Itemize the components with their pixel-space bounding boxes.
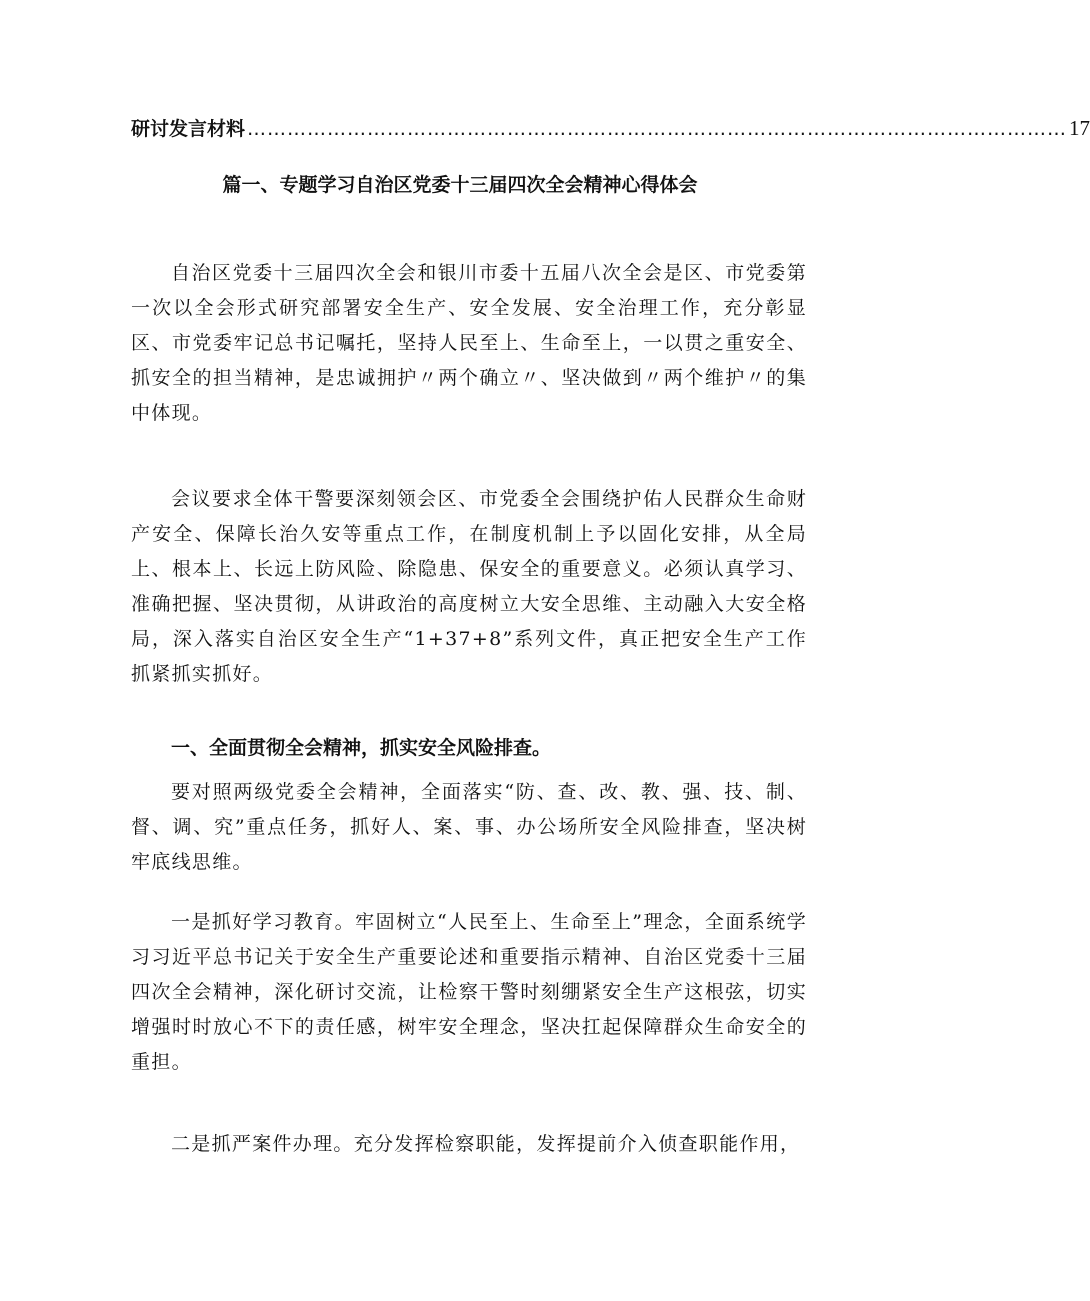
paragraph: 会议要求全体干警要深刻领会区、市党委全会围绕护佑人民群众生命财产安全、保障长治久安等重点工作，在制度机制上予以固化安排，从全局上、根本上、长远上防风险、除隐患、保安全的重要意义。必须认真学习、准确把握、坚决贯彻，从讲政治的高度树立大安全思维、主动融入大安全格局，深入落实自治区安全生产“1+37+8”系列文件，真正把安全生产工作抓紧抓实抓好。 <box>131 488 807 685</box>
toc-leader-dots: …………………………………………………………………………………………………………… <box>247 118 1068 140</box>
section-heading: 一、全面贯彻全会精神，抓实安全风险排查。 <box>171 737 552 759</box>
toc-entry[interactable] <box>131 114 1090 141</box>
paragraph: 要对照两级党委全会精神，全面落实“防、查、改、教、强、技、制、督、调、究”重点任务，抓好人、案、事、办公场所安全风险排查，坚决树牢底线思维。 <box>131 781 807 873</box>
toc-page-number: 17 <box>1069 116 1090 140</box>
paragraph: 一是抓好学习教育。牢固树立“人民至上、生命至上”理念，全面系统学习习近平总书记关于安全生产重要论述和重要指示精神、自治区党委十三届四次全会精神，深化研讨交流，让检察干警时刻绷紧安全生产这根弦，切实增强时时放心不下的责任感，树牢安全理念，坚决扛起保障群众生命安全的重担。 <box>131 911 807 1073</box>
toc-entry-title: 研讨发言材料 <box>131 118 246 140</box>
document-title: 篇一、专题学习自治区党委十三届四次全会精神心得体会 <box>222 174 698 196</box>
paragraph: 二是抓严案件办理。充分发挥检察职能，发挥提前介入侦查职能作用， <box>171 1133 801 1155</box>
paragraph: 自治区党委十三届四次全会和银川市委十五届八次全会是区、市党委第一次以全会形式研究部署安全生产、安全发展、安全治理工作，充分彰显区、市党委牢记总书记嘱托，坚持人民至上、生命至上，一以贯之重安全、抓安全的担当精神，是忠诚拥护〃两个确立〃、坚决做到〃两个维护〃的集中体现。 <box>131 262 807 424</box>
